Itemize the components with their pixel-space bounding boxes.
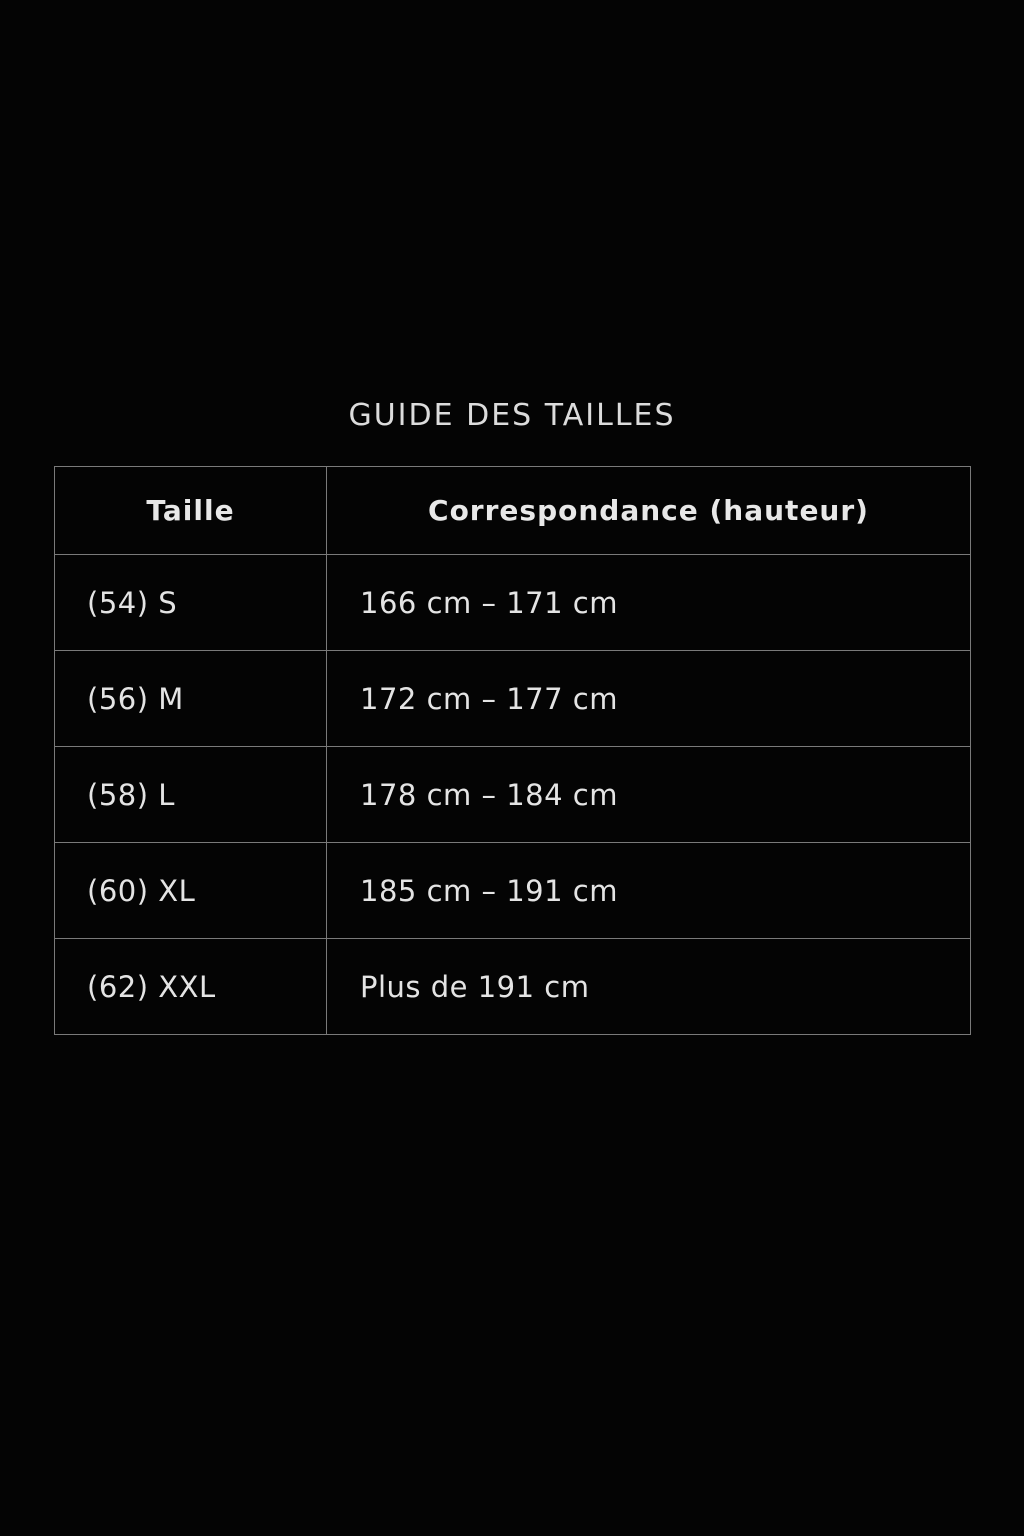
page-title: GUIDE DES TAILLES <box>348 398 676 434</box>
table-row <box>55 651 971 747</box>
height-cell: 178 cm – 184 cm <box>327 747 971 843</box>
size-cell: (58) L <box>55 747 327 843</box>
height-cell: 185 cm – 191 cm <box>327 843 971 939</box>
table-row <box>55 747 971 843</box>
table-row <box>55 939 971 1035</box>
column-header-height: Correspondance (hauteur) <box>327 467 971 555</box>
size-guide-table <box>54 466 971 1035</box>
height-cell: 172 cm – 177 cm <box>327 651 971 747</box>
size-cell: (60) XL <box>55 843 327 939</box>
height-cell: Plus de 191 cm <box>327 939 971 1035</box>
size-cell: (56) M <box>55 651 327 747</box>
table-header-row <box>55 467 971 555</box>
table-row <box>55 843 971 939</box>
size-cell: (54) S <box>55 555 327 651</box>
table-row <box>55 555 971 651</box>
column-header-size: Taille <box>55 467 327 555</box>
size-cell: (62) XXL <box>55 939 327 1035</box>
height-cell: 166 cm – 171 cm <box>327 555 971 651</box>
